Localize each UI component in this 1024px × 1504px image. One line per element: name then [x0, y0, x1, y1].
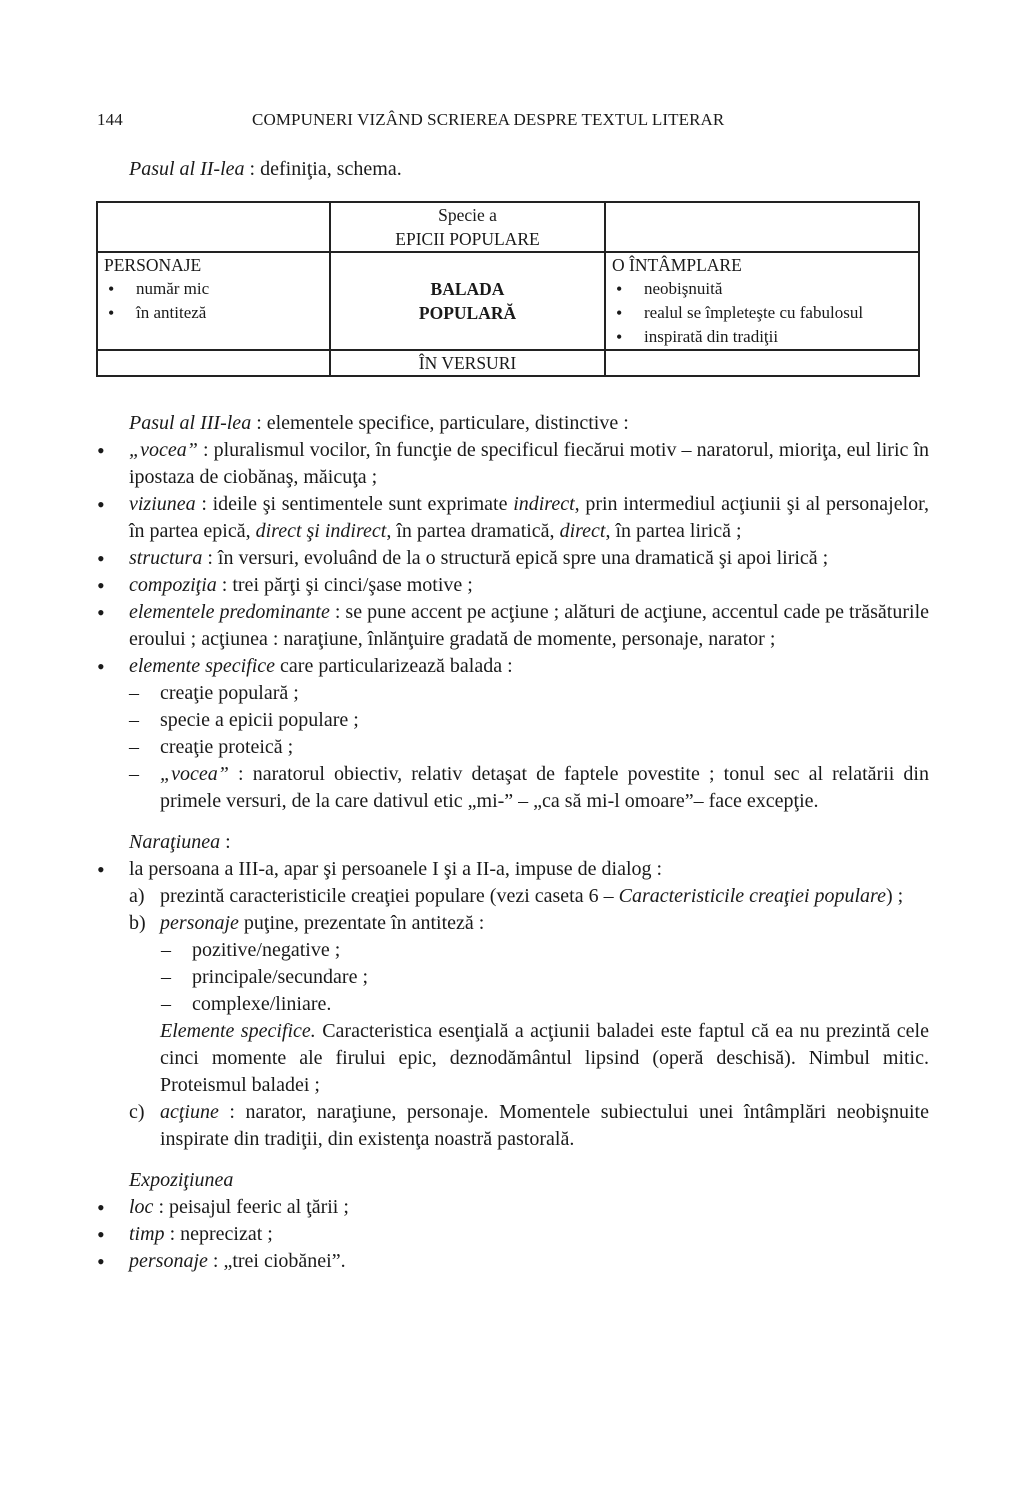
term: „vocea”: [129, 439, 198, 461]
item-text: în versuri, evoluând de la o structură epică spre una dramatică şi apoi lirică ;: [217, 547, 829, 569]
dash-item: – complexe/liniare.: [97, 991, 929, 1018]
sub-label: b): [129, 912, 146, 934]
separator: :: [153, 1196, 169, 1218]
separator: :: [197, 439, 214, 461]
term: structura: [129, 547, 203, 569]
list-item: [97, 1194, 929, 1221]
characters-title: PERSONAJE: [104, 255, 202, 275]
dash-item: – pozitive/negative ;: [97, 937, 929, 964]
term: acţiune: [160, 1101, 219, 1123]
separator: :: [164, 1223, 181, 1245]
step-3-text: elementele specifice, particulare, distinctive :: [266, 412, 629, 434]
term: loc: [129, 1196, 154, 1218]
sub-label: a): [129, 885, 145, 907]
sub-label: c): [129, 1101, 145, 1123]
emphasis: indirect: [513, 493, 575, 515]
dash-item: – specie a epicii populare ;: [97, 707, 929, 734]
term: viziunea: [129, 493, 196, 515]
step-2-heading: [129, 158, 402, 181]
step-3-label: Pasul al III-lea: [129, 412, 252, 434]
event-item: • inspirată din tradiţii: [612, 325, 912, 349]
dash-item: – principale/secundare ;: [97, 964, 929, 991]
list-item: [97, 437, 929, 491]
list-item: [97, 1221, 929, 1248]
item-text: prezintă caracteristicile creaţiei populare (vezi caseta 6 –: [160, 885, 619, 907]
list-item: [97, 491, 929, 545]
term: elemente specifice: [129, 655, 276, 677]
exposition-title: Expoziţiunea: [129, 1169, 234, 1191]
item-text: , în partea dramatică,: [386, 520, 560, 542]
emphasis: direct şi indirect: [255, 520, 387, 542]
list-item: • la persoana a III-a, apar şi persoanele I şi a II-a, impuse de dialog :: [97, 856, 929, 883]
item-text: , prin intermediul acţiunii şi al personajelor, în partea epică,: [129, 493, 930, 542]
separator: :: [218, 1101, 246, 1123]
item-text: ) ;: [885, 885, 904, 907]
item-text: naratorul obiectiv, relativ detaşat de faptele povestite ; tonul sec al relatării din primele versuri, de la care dativul etic „mi-” – „ca să mi-l omoare”– face excepţie.: [160, 763, 929, 812]
item-text: Caracteristica esenţială a acţiunii baladei este faptul că ea nu prezintă cele cinci momente ale firului epic, deznodământul lipsind (operă deschisă). Nimbul mitic. Proteismul baladei ;: [160, 1020, 929, 1096]
term: personaje: [160, 912, 239, 934]
running-header: [97, 110, 927, 134]
event-item: • realul se împleteşte cu fabulosul: [612, 301, 912, 325]
separator: :: [202, 547, 218, 569]
dash-item: – creaţie populară ;: [97, 680, 929, 707]
ballad-schema-table: [96, 201, 920, 377]
running-title: COMPUNERI VIZÂND SCRIEREA DESPRE TEXTUL LITERAR: [252, 110, 725, 129]
species-line-2: EPICII POPULARE: [395, 229, 540, 249]
separator: :: [216, 574, 233, 596]
species-line-1: Specie a: [438, 205, 497, 225]
page-number: 144: [97, 110, 123, 129]
item-text: se pune accent pe acţiune ; alături de acţiune, accentul cade pe trăsăturile eroului ; acţiunea : naraţiune, înlănţuire gradată de momente, personaje, narator ;: [129, 601, 929, 650]
list-item: [97, 572, 929, 599]
schema-cell-species: [330, 202, 605, 252]
item-text: care particularizează balada :: [280, 655, 513, 677]
emphasis: direct: [559, 520, 606, 542]
step-2-text: definiţia, schema.: [260, 158, 402, 180]
schema-cell-event: [605, 252, 919, 350]
schema-cell-ballad: [330, 252, 605, 350]
schema-cell-verse: ÎN VERSURI: [330, 350, 605, 376]
characters-item: • în antiteză: [104, 301, 323, 325]
list-item: [97, 545, 929, 572]
separator: :: [207, 1250, 224, 1272]
item-text: , în partea lirică ;: [605, 520, 742, 542]
item-text: trei părţi şi cinci/şase motive ;: [232, 574, 473, 596]
characters-item: • număr mic: [104, 277, 323, 301]
list-item: [97, 1248, 929, 1275]
step-2-label: Pasul al II-lea: [129, 158, 245, 180]
term: compoziţia: [129, 574, 217, 596]
document-body: [97, 410, 929, 1275]
schema-cell-empty: [97, 350, 330, 376]
separator: :: [228, 763, 253, 785]
separator: :: [220, 831, 231, 853]
exposition-heading: [97, 1167, 929, 1194]
emphasis: Elemente specifice.: [160, 1020, 316, 1042]
item-text: puţine, prezentate în antiteză :: [238, 912, 485, 934]
list-item: [97, 599, 929, 653]
spacer: [97, 1153, 929, 1167]
item-text: „trei ciobănei”.: [223, 1250, 346, 1272]
sub-item-a: [97, 883, 929, 910]
event-item: • neobişnuită: [612, 277, 912, 301]
item-text: peisajul feeric al ţării ;: [169, 1196, 349, 1218]
separator: :: [329, 601, 346, 623]
sub-item-b: [97, 910, 929, 937]
dash-item: – creaţie proteică ;: [97, 734, 929, 761]
item-text: pluralismul vocilor, în funcţie de specificul fiecărui motiv – naratorul, mioriţa, eul liric în ipostaza de ciobănaş, măicuţa ;: [129, 439, 930, 488]
dash-item: [97, 761, 929, 815]
term: timp: [129, 1223, 165, 1245]
schema-row-bottom: [97, 350, 919, 376]
sub-item-c: [97, 1099, 929, 1153]
separator: :: [251, 412, 267, 434]
ballad-title-line-2: POPULARĂ: [418, 303, 517, 323]
spacer: [97, 815, 929, 829]
schema-cell-empty: [605, 350, 919, 376]
item-text: ideile şi sentimentele sunt exprimate: [212, 493, 514, 515]
term: „vocea”: [160, 763, 229, 785]
list-item: [97, 653, 929, 680]
schema-cell-empty: [605, 202, 919, 252]
item-text: narator, naraţiune, personaje. Momentele subiectului unei întâmplări neobişnuite inspirate din tradiţii, din existenţa noastră pastorală.: [160, 1101, 929, 1150]
event-title: O ÎNTÂMPLARE: [612, 255, 742, 275]
narration-heading: [97, 829, 929, 856]
separator: :: [244, 158, 261, 180]
separator: :: [195, 493, 213, 515]
schema-cell-empty: [97, 202, 330, 252]
term: elementele predominante: [129, 601, 330, 623]
schema-row-top: [97, 202, 919, 252]
emphasis: Caracteristicile creaţiei populare: [618, 885, 886, 907]
narration-title: Naraţiunea: [129, 831, 221, 853]
term: personaje: [129, 1250, 208, 1272]
specific-elements-paragraph: [97, 1018, 929, 1099]
ballad-title-line-1: BALADA: [430, 279, 505, 299]
step-3-heading: [97, 410, 929, 437]
schema-cell-characters: [97, 252, 330, 350]
item-text: neprecizat ;: [180, 1223, 273, 1245]
schema-row-middle: [97, 252, 919, 350]
